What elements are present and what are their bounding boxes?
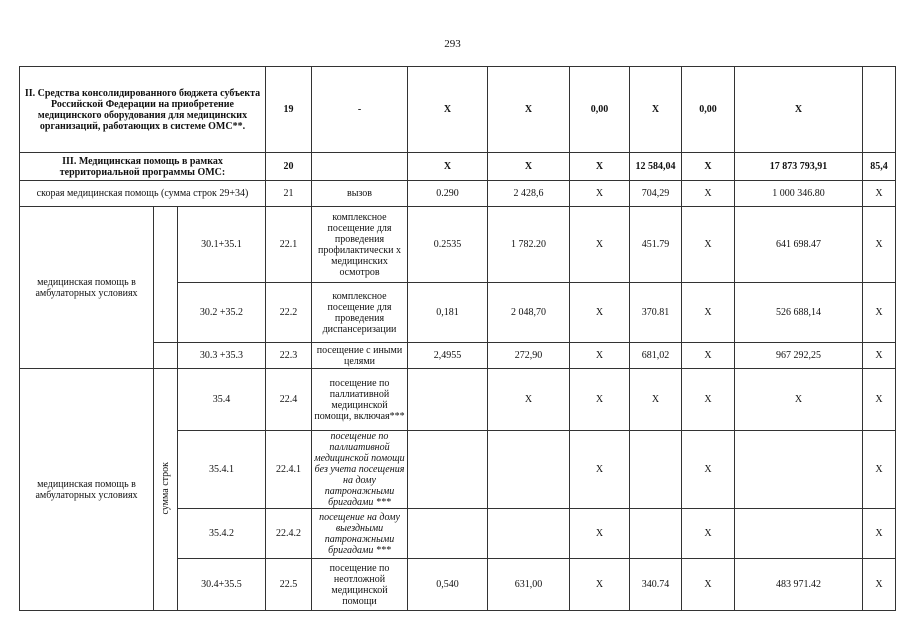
row-22-2-cell-5: X (682, 283, 735, 343)
row-22-4-1-cell-4 (630, 431, 682, 509)
sum-of-rows-label: сумма строк (160, 461, 171, 515)
row-22-3-cell-7: X (863, 343, 896, 369)
row-20-cell-2: X (488, 153, 570, 181)
row-21-name: скорая медицинская помощь (сумма строк 29+34) (20, 181, 266, 207)
row-22-1-cell-5: X (682, 207, 735, 283)
row-22-5-cell-1: 0,540 (408, 559, 488, 611)
row-21-cell-5: X (682, 181, 735, 207)
row-22-4-1-cell-6 (735, 431, 863, 509)
row-19-name: II. Средства консолидированного бюджета субъекта Российской Федерации на приобретение медицинского оборудования для медицинских организаций, работающих в системе ОМС**. (20, 67, 266, 153)
group-1-label: медицинская помощь в амбулаторных условиях (20, 207, 154, 369)
row-20-cell-5: X (682, 153, 735, 181)
table-row-19 (20, 67, 896, 153)
row-22-5-cell-2: 631,00 (488, 559, 570, 611)
row-22-1-cell-2: 1 782.20 (488, 207, 570, 283)
row-19-cell-4: X (630, 67, 682, 153)
row-22-4-2-cell-3: X (570, 509, 630, 559)
row-22-4-2-cell-2 (488, 509, 570, 559)
row-20-unit (312, 153, 408, 181)
row-22-4-2-cell-1 (408, 509, 488, 559)
row-22-4-cell-4: X (630, 369, 682, 431)
page-number: 293 (444, 38, 461, 50)
row-22-4-1-cell-2 (488, 431, 570, 509)
row-20-cell-6: 17 873 793,91 (735, 153, 863, 181)
row-19-cell-6: X (735, 67, 863, 153)
row-20-name: III. Медицинская помощь в рамках территориальной программы ОМС: (20, 153, 266, 181)
row-21-cell-7: X (863, 181, 896, 207)
row-22-5-number: 22.5 (266, 559, 312, 611)
row-22-4-1-unit: посещение по паллиативной медицинской помощи без учета посещения на дому патронажными бригадами *** (312, 431, 408, 509)
row-22-3-cell-6: 967 292,25 (735, 343, 863, 369)
row-22-3-number: 22.3 (266, 343, 312, 369)
row-22-4-1-cell-3: X (570, 431, 630, 509)
row-22-1-cell-6: 641 698.47 (735, 207, 863, 283)
row-22-4-number: 22.4 (266, 369, 312, 431)
row-19-cell-5: 0,00 (682, 67, 735, 153)
row-20-cell-7: 85,4 (863, 153, 896, 181)
row-19-cell-7 (863, 67, 896, 153)
row-22-4-2-number: 22.4.2 (266, 509, 312, 559)
row-20-cell-3: X (570, 153, 630, 181)
row-22-2-cell-4: 370.81 (630, 283, 682, 343)
row-22-1-number: 22.1 (266, 207, 312, 283)
budget-table (19, 66, 896, 611)
row-22-3-cell-3: X (570, 343, 630, 369)
table-row-21 (20, 181, 896, 207)
row-22-2-cell-6: 526 688,14 (735, 283, 863, 343)
row-22-3-cell-2: 272,90 (488, 343, 570, 369)
row-22-3-cell-5: X (682, 343, 735, 369)
row-21-cell-2: 2 428,6 (488, 181, 570, 207)
table-row-22-1 (20, 207, 896, 283)
row-21-cell-3: X (570, 181, 630, 207)
row-22-2-cell-3: X (570, 283, 630, 343)
row-22-5-cell-7: X (863, 559, 896, 611)
row-22-4-cell-1 (408, 369, 488, 431)
row-22-4-cell-6: X (735, 369, 863, 431)
row-20-cell-4: 12 584,04 (630, 153, 682, 181)
row-22-4-cell-7: X (863, 369, 896, 431)
row-21-unit: вызов (312, 181, 408, 207)
row-22-1-unit: комплексное посещение для проведения профилактически х медицинских осмотров (312, 207, 408, 283)
row-22-3-unit: посещение с иными целями (312, 343, 408, 369)
row-22-3-ref: 30.3 +35.3 (178, 343, 266, 369)
row-22-4-1-cell-1 (408, 431, 488, 509)
row-22-5-cell-6: 483 971.42 (735, 559, 863, 611)
row-21-cell-4: 704,29 (630, 181, 682, 207)
row-22-5-unit: посещение по неотложной медицинской помощи (312, 559, 408, 611)
row-22-5-cell-4: 340.74 (630, 559, 682, 611)
row-20-cell-1: X (408, 153, 488, 181)
row-19-cell-2: X (488, 67, 570, 153)
row-22-1-cell-1: 0.2535 (408, 207, 488, 283)
row-22-1-cell-4: 451.79 (630, 207, 682, 283)
row-21-cell-1: 0.290 (408, 181, 488, 207)
row-22-5-ref: 30.4+35.5 (178, 559, 266, 611)
row-22-3-cell-1: 2,4955 (408, 343, 488, 369)
row-22-2-cell-7: X (863, 283, 896, 343)
row-22-1-ref: 30.1+35.1 (178, 207, 266, 283)
row-22-4-cell-3: X (570, 369, 630, 431)
row-22-2-ref: 30.2 +35.2 (178, 283, 266, 343)
row-19-cell-1: X (408, 67, 488, 153)
row-22-5-cell-5: X (682, 559, 735, 611)
row-19-cell-3: 0,00 (570, 67, 630, 153)
row-22-3-cell-4: 681,02 (630, 343, 682, 369)
row-22-4-1-ref: 35.4.1 (178, 431, 266, 509)
sum-of-rows-cell (154, 369, 178, 611)
table-row-20 (20, 153, 896, 181)
row-22-1-cell-3: X (570, 207, 630, 283)
row-21-cell-6: 1 000 346.80 (735, 181, 863, 207)
row-22-2-cell-2: 2 048,70 (488, 283, 570, 343)
row-21-number: 21 (266, 181, 312, 207)
row-22-4-1-cell-7: X (863, 431, 896, 509)
row-22-4-2-unit: посещение на дому выездными патронажными бригадами *** (312, 509, 408, 559)
row-22-4-1-number: 22.4.1 (266, 431, 312, 509)
group-1-side-cell (154, 207, 178, 343)
group-2-label: медицинская помощь в амбулаторных условиях (20, 369, 154, 611)
group-1-side-cell-2 (154, 343, 178, 369)
row-22-5-cell-3: X (570, 559, 630, 611)
row-19-number: 19 (266, 67, 312, 153)
row-22-4-2-ref: 35.4.2 (178, 509, 266, 559)
row-22-4-2-cell-6 (735, 509, 863, 559)
row-22-2-number: 22.2 (266, 283, 312, 343)
row-22-2-cell-1: 0,181 (408, 283, 488, 343)
row-22-2-unit: комплексное посещение для проведения диспансеризации (312, 283, 408, 343)
row-22-4-1-cell-5: X (682, 431, 735, 509)
row-22-4-2-cell-5: X (682, 509, 735, 559)
row-22-4-2-cell-7: X (863, 509, 896, 559)
table-row-22-4 (20, 369, 896, 431)
row-22-1-cell-7: X (863, 207, 896, 283)
row-22-4-ref: 35.4 (178, 369, 266, 431)
row-22-4-2-cell-4 (630, 509, 682, 559)
row-20-number: 20 (266, 153, 312, 181)
row-22-4-cell-5: X (682, 369, 735, 431)
row-22-4-cell-2: X (488, 369, 570, 431)
row-19-unit: - (312, 67, 408, 153)
row-22-4-unit: посещение по паллиативной медицинской помощи, включая*** (312, 369, 408, 431)
